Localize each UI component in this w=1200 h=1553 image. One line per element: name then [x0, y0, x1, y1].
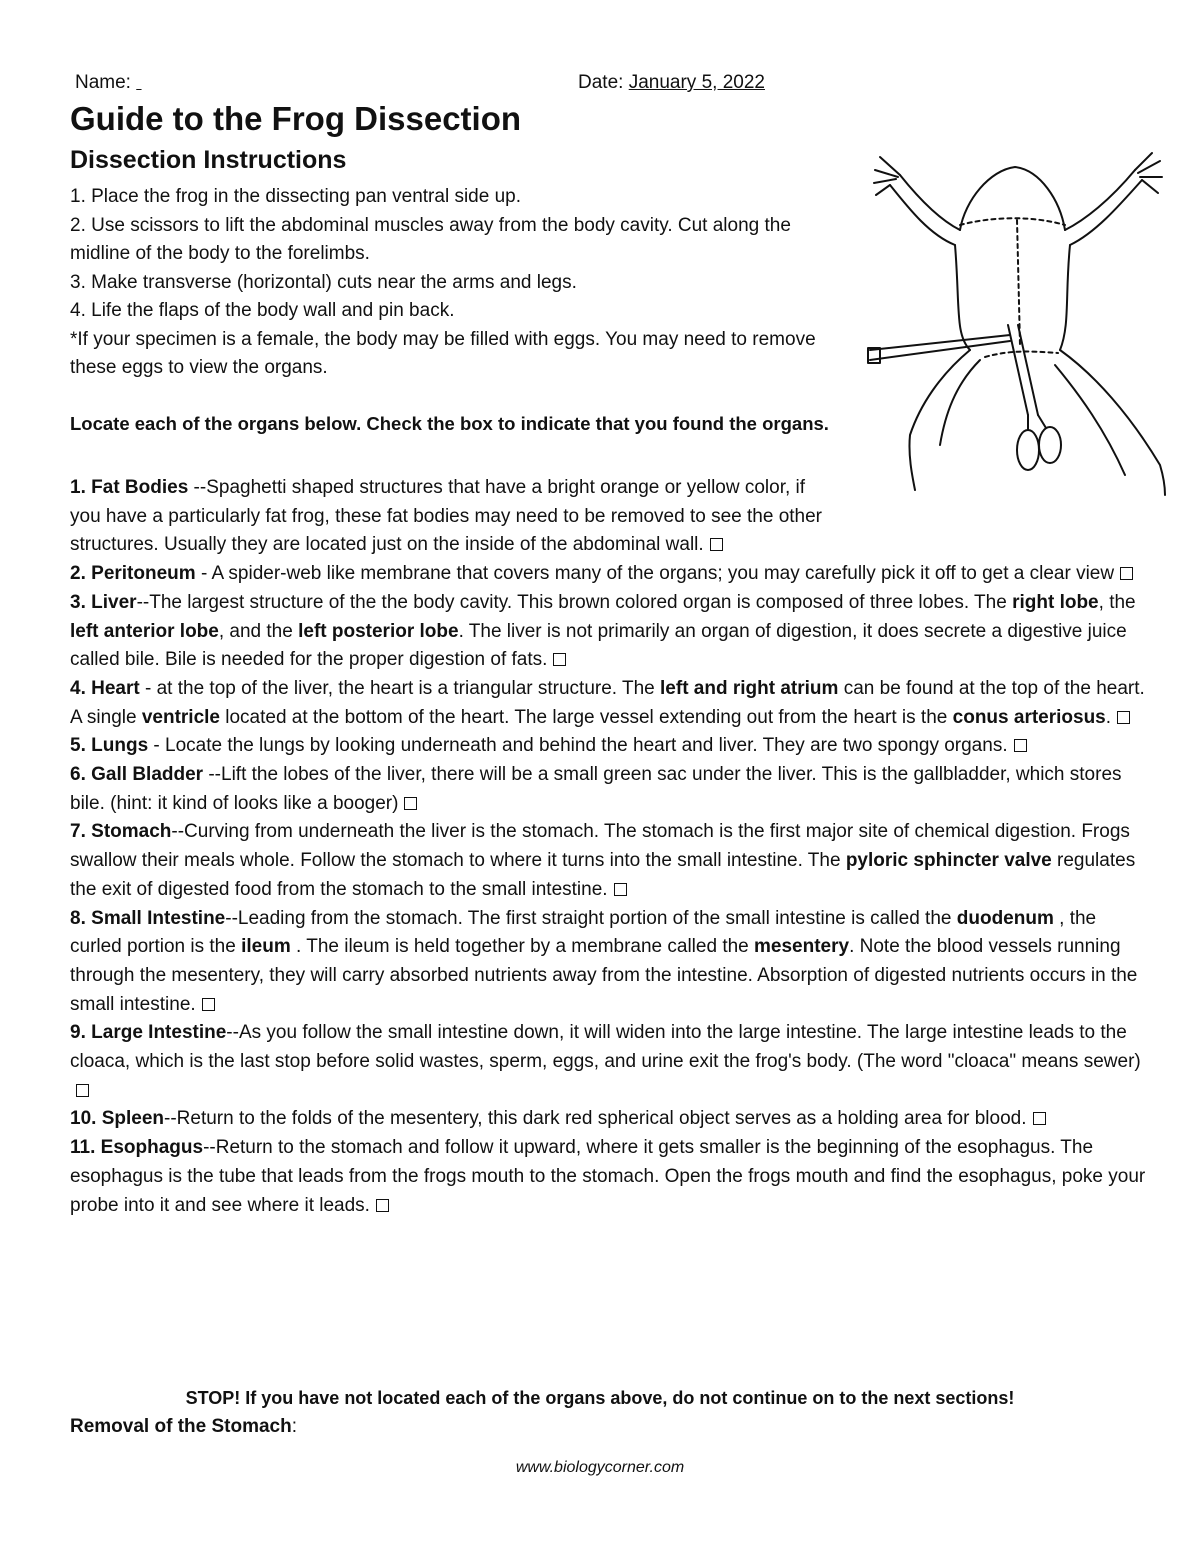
key-term: pyloric sphincter valve: [845, 850, 1052, 872]
organ-description: . The liver is not primarily an organ of digestion, it does secrete a digestive juice called bile. Bile is needed for the proper digestion of fats.: [70, 620, 1127, 671]
organ-description: --The largest structure of the the body cavity. This brown colored organ is composed of three lobes. The: [136, 591, 1013, 613]
key-term: right lobe: [1012, 591, 1099, 613]
list-item: [70, 474, 840, 560]
date-label: Date:: [578, 72, 624, 93]
found-checkbox[interactable]: [553, 653, 566, 666]
organ-name: Lungs: [91, 735, 149, 757]
name-field: [75, 72, 142, 94]
list-item: [70, 761, 1150, 818]
organ-description: --Leading from the stomach. The first straight portion of the small intestine is called the: [225, 907, 957, 929]
step: 4. Life the flaps of the body wall and pin back.: [70, 300, 455, 321]
organ-name: Stomach: [91, 821, 172, 843]
organ-description: regulates the exit of digested food from the stomach to the small intestine.: [70, 850, 1136, 900]
key-term: ileum: [241, 936, 291, 958]
organ-number: 8.: [70, 907, 86, 929]
step: 3. Make transverse (horizontal) cuts near the arms and legs.: [70, 271, 577, 293]
organ-name: Liver: [91, 591, 137, 613]
list-item: [70, 818, 1150, 904]
organ-number: 5.: [70, 735, 86, 757]
found-checkbox[interactable]: [1014, 739, 1027, 752]
date-value: January 5, 2022: [628, 72, 765, 93]
found-checkbox[interactable]: [1120, 567, 1133, 580]
organ-number: 4.: [70, 677, 86, 699]
organ-description: , and the: [218, 620, 299, 642]
organ-description: --Return to the folds of the mesentery, this dark red spherical object serves as a holding area for blood.: [164, 1108, 1027, 1130]
frog-dissection-diagram-icon: [860, 145, 1170, 500]
key-term: left posterior lobe: [298, 620, 459, 642]
organ-description: - A spider-web like membrane that covers many of the organs; you may carefully pick it off to get a clear view: [195, 563, 1115, 585]
organ-description: --As you follow the small intestine down, it will widen into the large intestine. The large intestine leads to the cloaca, which is the last stop before solid wastes, sperm, eggs, and urine exit the frog's body. (The word "cloaca" means sewer): [70, 1022, 1141, 1073]
list-item: [70, 1019, 1150, 1105]
list-item: [70, 732, 1150, 761]
organ-number: 11.: [70, 1137, 96, 1159]
organ-description: can be found at the top of the heart. A single: [70, 677, 1145, 728]
organ-name: Spleen: [101, 1108, 165, 1130]
footer-url: www.biologycorner.com: [515, 1459, 685, 1476]
found-checkbox[interactable]: [614, 883, 627, 896]
key-term: ventricle: [141, 706, 220, 728]
key-term: duodenum: [956, 907, 1054, 929]
stop-warning: STOP! If you have not located each of the organs above, do not continue on to the next sections!: [185, 1388, 1015, 1408]
organ-name: Heart: [91, 677, 140, 699]
list-item: [70, 560, 1150, 589]
organ-name: Esophagus: [100, 1137, 204, 1159]
found-checkbox[interactable]: [202, 998, 215, 1011]
found-checkbox[interactable]: [710, 538, 723, 551]
organ-description: located at the bottom of the heart. The large vessel extending out from the heart is the: [219, 706, 953, 728]
key-term: left and right atrium: [660, 677, 839, 699]
removal-label: Removal of the Stomach: [70, 1416, 292, 1437]
found-checkbox[interactable]: [1033, 1112, 1046, 1125]
organ-description: , the: [1098, 591, 1136, 613]
organ-description: . Note the blood vessels running through the mesentery, they will carry absorbed nutrients away from the intestine. Absorption of digested nutrients occurs in the small intestine.: [70, 936, 1138, 1015]
found-checkbox[interactable]: [376, 1199, 389, 1212]
organ-number: 3.: [70, 591, 86, 613]
organ-description: --Curving from underneath the liver is the stomach. The stomach is the first major site of chemical digestion. Frogs swallow their meals whole. Follow the stomach to where it turns into the small intestine. The: [70, 821, 1130, 872]
removal-heading: [70, 1416, 297, 1438]
organ-description: --Spaghetti shaped structures that have a bright orange or yellow color, if you have a particularly fat frog, these fat bodies may need to be removed to see the other structures. Usually they are located just on the inside of the abdominal wall.: [70, 477, 823, 556]
organ-name: Gall Bladder: [91, 764, 204, 786]
organ-description: . The ileum is held together by a membrane called the: [290, 936, 755, 958]
list-item: [70, 589, 1150, 675]
organ-description: --Lift the lobes of the liver, there will be a small green sac under the liver. This is the gallbladder, which stores bile. (hint: it kind of looks like a booger): [70, 764, 1122, 814]
key-term: left anterior lobe: [70, 620, 219, 642]
found-checkbox[interactable]: [1117, 711, 1130, 724]
list-item: [70, 1105, 1150, 1134]
organ-name: Fat Bodies: [91, 477, 189, 498]
organ-name: Small Intestine: [91, 907, 226, 929]
found-checkbox[interactable]: [76, 1084, 89, 1097]
organ-name: Peritoneum: [91, 563, 196, 585]
step-note: *If your specimen is a female, the body may be filled with eggs. You may need to remove these eggs to view the organs.: [70, 328, 816, 378]
step: 1. Place the frog in the dissecting pan ventral side up.: [70, 186, 521, 207]
organ-description: , the curled portion is the: [70, 907, 1097, 958]
found-checkbox[interactable]: [404, 797, 417, 810]
list-item: [70, 675, 1150, 732]
key-term: conus arteriosus: [952, 706, 1106, 728]
organ-list: [70, 474, 1150, 1220]
name-blank: [136, 72, 141, 93]
list-item: [70, 905, 1150, 1020]
organ-description: - at the top of the liver, the heart is a triangular structure. The: [139, 677, 661, 699]
step: 2. Use scissors to lift the abdominal muscles away from the body cavity. Cut along the midline of the body to the forelimbs.: [70, 214, 791, 264]
organ-number: 10.: [70, 1108, 97, 1130]
key-term: mesentery: [754, 936, 850, 958]
organ-number: 7.: [70, 821, 86, 843]
organ-description: - Locate the lungs by looking underneath and behind the heart and liver. They are two spongy organs.: [148, 735, 1008, 757]
date-field: [578, 72, 765, 94]
removal-colon: :: [291, 1416, 297, 1437]
organ-number: 2.: [70, 563, 86, 585]
organ-description: .: [1105, 706, 1112, 728]
section-title: Dissection Instructions: [70, 146, 347, 174]
organ-name: Large Intestine: [91, 1022, 227, 1044]
name-label: Name:: [75, 72, 131, 93]
organ-description: --Return to the stomach and follow it upward, where it gets smaller is the beginning of the esophagus. The esophagus is the tube that leads from the frogs mouth to the stomach. Open the frogs mouth and find the esophagus, poke your probe into it and see where it leads.: [70, 1137, 1146, 1216]
list-item: [70, 1134, 1150, 1220]
page-title: Guide to the Frog Dissection: [70, 100, 522, 137]
instruction-steps: [70, 183, 840, 383]
organ-number: 1.: [70, 477, 86, 498]
organ-number: 6.: [70, 764, 86, 786]
locate-heading: Locate each of the organs below. Check the box to indicate that you found the organs.: [70, 413, 829, 434]
organ-number: 9.: [70, 1022, 86, 1044]
